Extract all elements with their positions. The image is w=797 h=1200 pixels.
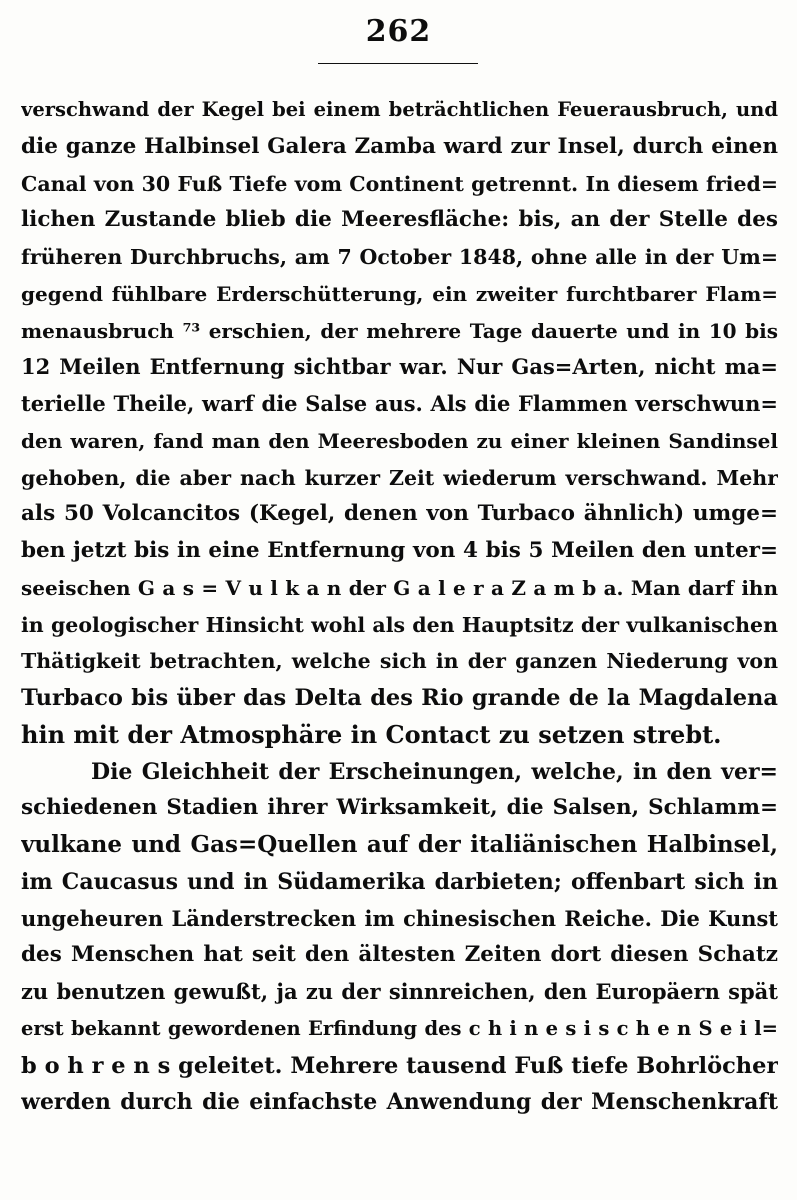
text-line: lichen Zustande blieb die Meeresfläche: bis, an der Stelle des [21,207,778,233]
text-line: vulkane und Gas=Quellen auf der italiänischen Halbinsel, [21,831,778,858]
text-line: gegend fühlbare Erderschütterung, ein zweiter furchtbarer Flam= [21,281,778,306]
text-line: in geologischer Hinsicht wohl als den Hauptsitz der vulkanischen [21,612,778,637]
text-line: menausbruch ⁷³ erschien, der mehrere Tage dauerte und in 10 bis [21,318,778,343]
text-line: erst bekannt gewordenen Erfindung des c h i n e s i s c h e n S e i l= [21,1016,778,1040]
header-rule [318,63,478,64]
text-line: gehoben, die aber nach kurzer Zeit wiederum verschwand. Mehr [21,465,778,490]
paragraph-start-line: Die Gleichheit der Erscheinungen, welche, in den ver= [91,758,778,785]
page-number: 262 [365,14,432,49]
text-line: verschwand der Kegel bei einem beträchtlichen Feuerausbruch, und [21,98,778,121]
text-line: 12 Meilen Entfernung sichtbar war. Nur Gas=Arten, nicht ma= [21,354,778,380]
text-line: schiedenen Stadien ihrer Wirksamkeit, die Salsen, Schlamm= [21,795,778,821]
text-line: des Menschen hat seit den ältesten Zeiten dort diesen Schatz [21,942,778,968]
text-line: im Caucasus und in Südamerika darbieten; offenbart sich in [21,868,778,895]
text-line: früheren Durchbruchs, am 7 October 1848, ohne alle in der Um= [21,245,778,269]
text-line: die ganze Halbinsel Galera Zamba ward zur Insel, durch einen [21,133,778,159]
text-line: Thätigkeit betrachten, welche sich in der ganzen Niederung von [21,649,778,674]
text-line: seeischen G a s = V u l k a n der G a l e r a Z a m b a. Man darf ihn [21,575,778,600]
text-line: Turbaco bis über das Delta des Rio grande de la Magdalena [21,685,778,711]
text-line: zu benutzen gewußt, ja zu der sinnreichen, den Europäern spät [21,979,778,1004]
body-text [21,92,778,1121]
text-line: ungeheuren Länderstrecken im chinesischen Reiche. Die Kunst [21,905,778,931]
paragraph-end-line: hin mit der Atmosphäre in Contact zu setzen strebt. [21,719,722,749]
text-line: den waren, fand man den Meeresboden zu einer kleinen Sandinsel [21,428,778,453]
text-line: werden durch die einfachste Anwendung der Menschenkraft [21,1089,778,1116]
text-line: als 50 Volcancitos (Kegel, denen von Turbaco ähnlich) umge= [21,501,778,527]
text-line: b o h r e n s geleitet. Mehrere tausend Fuß tiefe Bohrlöcher [21,1052,778,1079]
text-line: ben jetzt bis in eine Entfernung von 4 bis 5 Meilen den unter= [21,538,778,563]
text-line: Canal von 30 Fuß Tiefe vom Continent getrennt. In diesem fried= [21,171,778,196]
text-line: terielle Theile, warf die Salse aus. Als die Flammen verschwun= [21,391,778,416]
